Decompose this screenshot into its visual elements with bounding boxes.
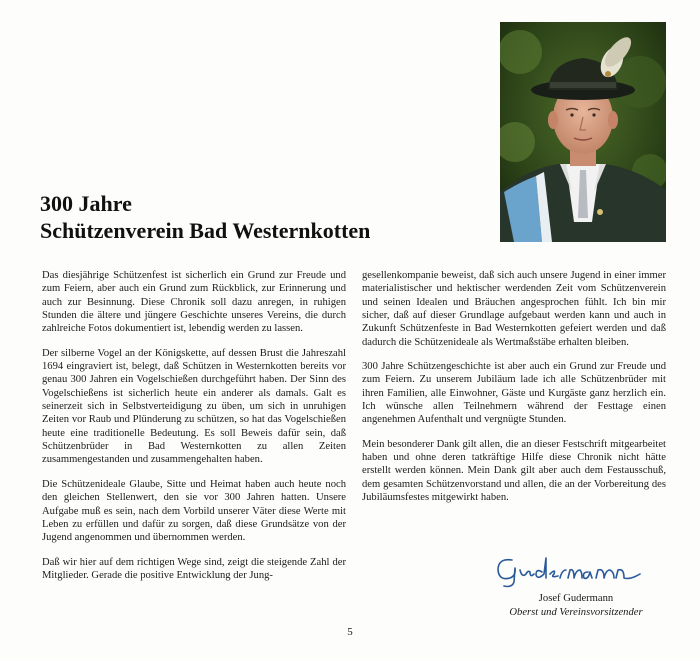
text-column-right: [362, 269, 666, 505]
paragraph: Die Schützenideale Glaube, Sitte und Heimat haben auch heute noch den gleichen Stellenwert, den sie vor 300 Jahren hatten. Unsere Aufgabe muß es sein, nach dem Vorbild unserer Väter diese Werte mit Leben zu erfüllen und dafür zu sorgen, daß diese Grundsätze von der Jugend angenommen und übernommen werden.: [42, 478, 346, 544]
page-title: [40, 190, 480, 244]
signature-icon: [490, 548, 650, 590]
signer-role: Oberst und Vereinsvorsitzender: [509, 606, 643, 618]
signer-block: [486, 592, 666, 619]
portrait-illustration: [500, 22, 666, 242]
portrait-photo: [500, 22, 666, 242]
paragraph: Daß wir hier auf dem richtigen Wege sind, zeigt die steigende Zahl der Mitglieder. Gerade die positive Entwicklung der Jung-: [42, 556, 346, 581]
paragraph: Mein besonderer Dank gilt allen, die an dieser Festschrift mitgearbeitet haben und ohne deren tatkräftige Hilfe diese Chronik nicht hätte erstellt werden können. Mein Dank gilt aber auch dem Festausschuß, dem gesamten Schützenvorstand und allen, die an der Vorbereitung des Jubiläumsfestes mitgewirkt haben.: [362, 438, 666, 504]
page-number: 5: [347, 626, 353, 638]
paragraph: gesellenkompanie beweist, daß sich auch unsere Jugend in einer immer materialistischer und hektischer werdenden Zeit vom Schützenverein und seinen Idealen und Bräuchen angesprochen fühlt. Ich bin mir sicher, daß auf dieser Grundlage aufgebaut werden kann und auch in Zukunft Schützenfeste in Bad Westernkotten gefeiert werden und daß dadurch die Schützenideale als Wertmaßstäbe erhalten bleiben.: [362, 270, 666, 348]
handwritten-signature: [490, 548, 650, 590]
paragraph: 300 Jahre Schützengeschichte ist aber auch ein Grund zur Freude und zum Feiern. Zu unserem Jubiläum lade ich alle Schützenbrüder mit ihren Familien, alle Einwohner, Gäste und Kurgäste ganz herzlich ein. Ich wünsche allen Teilnehmern während der Festtage einen angenehmen Aufenthalt und vergnügte Stunden.: [362, 361, 666, 426]
text-column-left: [42, 269, 346, 582]
paragraph: Das diesjährige Schützenfest ist sicherlich ein Grund zur Freude und zum Feiern, aber auch ein Grund zum Rückblick, zur Erinnerung und auch zur Besinnung. Diese Chronik soll dazu anregen, in ruhigen Stunden die ältere und jüngere Geschichte unseres Vereins, die durch zahlreiche Fotos dokumentiert ist, lebendig werden zu lassen.: [42, 270, 346, 335]
signer-name: Josef Gudermann: [538, 593, 614, 604]
title-line-1: 300 Jahre: [40, 191, 132, 216]
paragraph: Der silberne Vogel an der Königskette, auf dessen Brust die Jahreszahl 1694 eingraviert ist, belegt, daß Schützen in Westernkotten bereits vor genau 300 Jahren ein Vogelschießen durchgeführt haben. Der Sinn des Vogelschießens ist sicherlich heute ein anderer als damals. Galt es seinerzeit sich in Selbstverteidigung zu üben, um sich in unruhigen Zeiten vor Raub und Plünderung zu schützen, so hat das Vogelschießen heute eine traditionelle Bedeutung. Es soll Beweis dafür sein, daß Schützenbrüder in Bad Westernkotten zu allen Zeiten zusammengestanden und zusammengehalten haben.: [42, 347, 346, 466]
title-line-2: Schützenverein Bad Westernkotten: [40, 218, 371, 243]
